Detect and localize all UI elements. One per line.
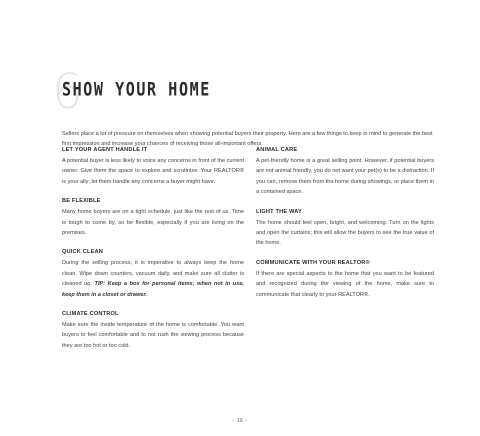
section-number: 6 <box>52 64 83 120</box>
section-body: Many home buyers are on a tight schedule, just like the rest of us. Time is tough to come by, so be flexible, especially if you are living on the premises. <box>62 209 244 237</box>
section-light <box>256 208 434 249</box>
section-body: A potential buyer is less likely to voice any concerns in front of the current owner. Give them the space to explore and scrutinize. Your REALTOR® is your ally; let them handle any concerns a buyer might have. <box>62 158 244 185</box>
section-title: ANIMAL CARE <box>256 147 298 153</box>
section-agent <box>62 146 244 187</box>
section-animal-care <box>256 146 434 198</box>
section-body: If there are special aspects to the home that you want to be featured and recognized during the viewing of the home, make sure to communicate that clearly to your REALTOR®. <box>256 270 434 298</box>
section-climate <box>62 310 244 351</box>
section-body: The home should feel open, bright, and welcoming. Turn on the lights and open the curtains; this will allow the buyers to see the true value of the home. <box>256 219 434 247</box>
section-body-text: During the selling process, it is imperative to always keep the home clean. Wipe down counters, vacuum daily, and make sure all clutter is cleaned up. <box>62 260 244 288</box>
page-title: SHOW YOUR HOME <box>62 78 211 101</box>
right-column <box>256 146 434 310</box>
intro-paragraph: Sellers place a lot of pressure on themselves when showing potential buyers their property. Here are a few things to keep in mind to generate the best first impression and increase your chances of receiving those all-important offers. <box>62 131 433 147</box>
section-title: BE FLEXIBLE <box>62 198 101 205</box>
section-body: A pet-friendly home is a great selling point. However, if potential buyers are not animal friendly, you do not want your pet(s) to be a distraction. If you can, remove them from the home during showings, or place them in a contained space. <box>256 158 434 196</box>
section-body: Make sure the inside temperature of the home is comfortable. You want buyers to feel comfortable and to not rush the viewing process because they are too hot or too cold. <box>62 322 244 349</box>
section-title: COMMUNICATE WITH YOUR REALTOR® <box>256 259 370 266</box>
tip-text: TIP: Keep a box for personal items; when not in use, keep them in a closet or drawer. <box>62 281 244 298</box>
left-column <box>62 146 244 361</box>
section-flexible <box>62 197 244 238</box>
section-title: LIGHT THE WAY <box>256 208 302 215</box>
section-title: LET YOUR AGENT HANDLE IT <box>62 147 148 153</box>
section-body <box>62 258 244 300</box>
section-quick-clean <box>62 248 244 300</box>
section-title: QUICK CLEAN <box>62 249 104 256</box>
page-header <box>52 66 432 118</box>
section-title: CLIMATE CONTROL <box>62 311 119 318</box>
page-number: - 16 - <box>232 418 248 424</box>
section-communicate <box>256 259 434 300</box>
